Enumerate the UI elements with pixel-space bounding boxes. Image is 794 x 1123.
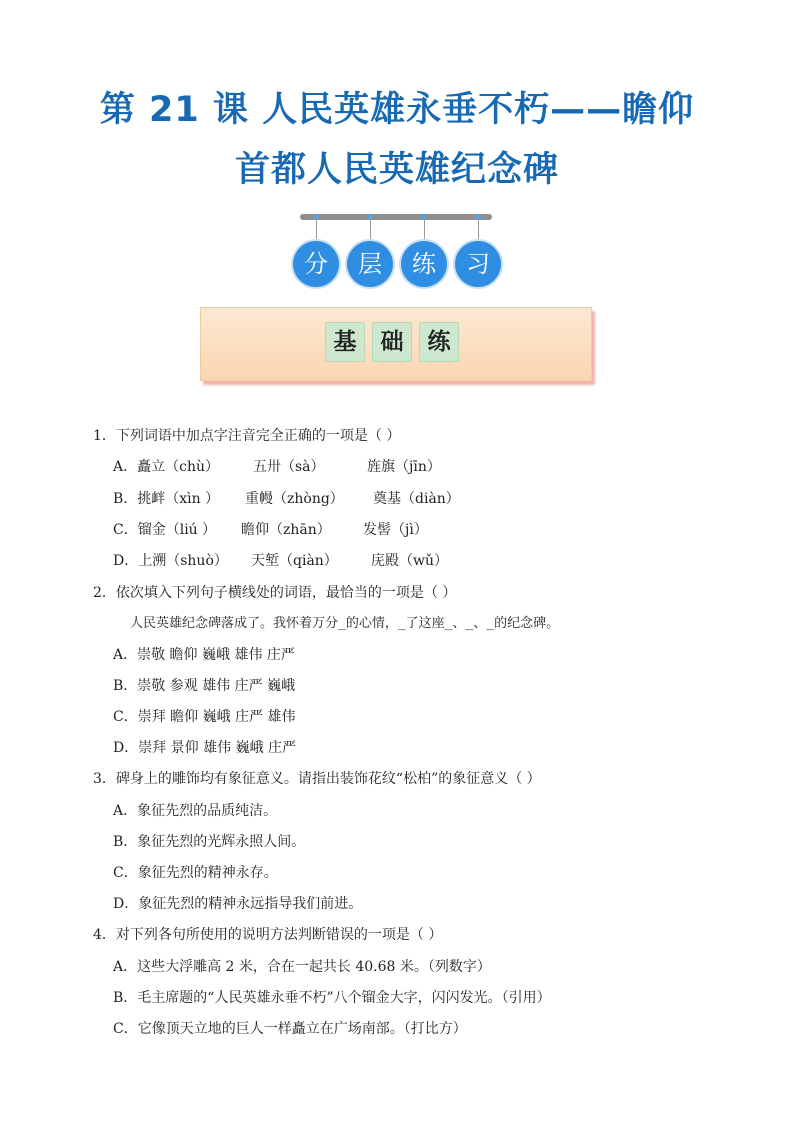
question-4-option-b: B．毛主席题的“人民英雄永垂不朽”八个镏金大字，闪闪发光。（引用） [113,990,551,1006]
option-item: 旌旗（jīn） [367,459,441,475]
badge-char-4: 习 [455,241,501,287]
question-1-option-b [113,488,460,508]
option-item: 瞻仰（zhān） [241,522,331,538]
question-1-option-d [113,550,448,570]
hanger-string [478,218,479,242]
question-3-option-b: B．象征先烈的光辉永照人间。 [113,834,306,850]
hanger-string [370,218,371,242]
option-item: 发髻（jì） [363,522,428,538]
option-item: B．挑衅（xìn ） [113,491,220,507]
question-1-stem: 1．下列词语中加点字注音完全正确的一项是（ ） [93,428,401,444]
section-char-2: 础 [372,322,412,362]
question-1-option-a [113,456,441,476]
badge-char-1: 分 [293,241,339,287]
question-3-option-c: C．象征先烈的精神永存。 [113,865,278,881]
question-3-stem: 3．碑身上的雕饰均有象征意义。请指出装饰花纹“松柏”的象征意义（ ） [93,771,541,787]
option-item: C．镏金（liú ） [113,522,217,538]
question-3-option-d: D．象征先烈的精神永远指导我们前进。 [113,896,363,912]
option-item: D．上溯（shuò） [113,553,228,569]
section-char-3: 练 [419,322,459,362]
question-2-sentence: 人民英雄纪念碑落成了。我怀着万分_的心情，_了这座_、_、_的纪念碑。 [130,616,560,631]
hanger-string [424,218,425,242]
badge-hanger-bar [300,214,492,220]
option-item: A．矗立（chù） [113,459,219,475]
option-item: 五卅（sà） [253,459,325,475]
question-1-option-c [113,519,428,539]
hanger-string [316,218,317,242]
question-2-option-b: B．崇敬 参观 雄伟 庄严 巍峨 [113,678,296,694]
question-2-option-d: D．崇拜 景仰 雄伟 巍峨 庄严 [113,740,297,756]
question-2-stem: 2．依次填入下列句子横线处的词语，最恰当的一项是（ ） [93,585,457,601]
option-item: 奠基（diàn） [373,491,460,507]
option-item: 天堑（qiàn） [251,553,338,569]
section-char-1: 基 [325,322,365,362]
option-item: 重幔（zhòng） [245,491,344,507]
badge-char-3: 练 [401,241,447,287]
question-2-option-a: A．崇敬 瞻仰 巍峨 雄伟 庄严 [113,647,295,663]
page-title-line-1: 第 21 课 人民英雄永垂不朽——瞻仰 [99,90,695,130]
question-3-option-a: A．象征先烈的品质纯洁。 [113,803,278,819]
question-4-option-a: A．这些大浮雕高 2 米，合在一起共长 40.68 米。（列数字） [113,959,491,975]
page-title-line-2: 首都人民英雄纪念碑 [234,150,559,190]
question-2-option-c: C．崇拜 瞻仰 巍峨 庄严 雄伟 [113,709,296,725]
badge-char-2: 层 [347,241,393,287]
question-4-option-c: C．它像顶天立地的巨人一样矗立在广场南部。（打比方） [113,1021,467,1037]
question-4-stem: 4．对下列各句所使用的说明方法判断错误的一项是（ ） [93,927,443,943]
option-item: 庑殿（wǔ） [371,553,448,569]
